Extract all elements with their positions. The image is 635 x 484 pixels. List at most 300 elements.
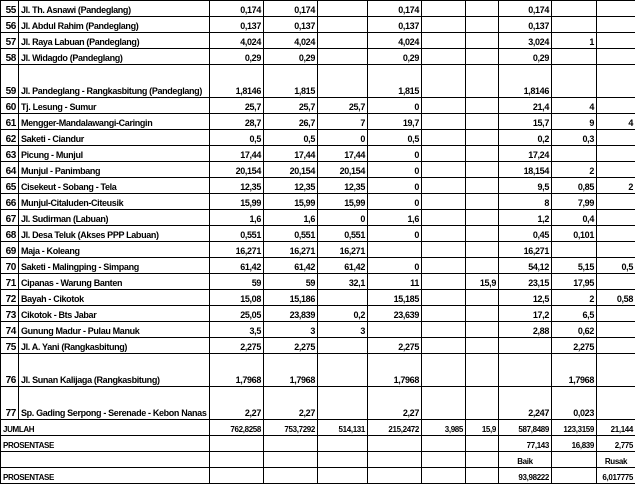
table-row (1, 274, 635, 290)
value-cell-c8: 0,023 (552, 387, 597, 420)
road-name: Jl. Abdul Rahim (Pandeglang) (19, 17, 210, 33)
value-cell-c5 (422, 322, 466, 338)
value-cell-c4: 0 (368, 162, 422, 178)
value-cell-c1: 25,05 (210, 306, 264, 322)
value-cell-c5 (422, 258, 466, 274)
table-row (1, 17, 635, 33)
value-cell-c6 (466, 33, 499, 49)
value-cell-c6 (466, 338, 499, 354)
road-name: Cisekeut - Sobang - Tela (19, 178, 210, 194)
value-cell-c9 (597, 387, 635, 420)
value-cell-c3: 7 (318, 114, 368, 130)
value-cell-c1: 1,6 (210, 210, 264, 226)
value-cell-c1: 2,27 (210, 387, 264, 420)
value-cell-c4: 0 (368, 146, 422, 162)
row-number: 62 (1, 130, 19, 146)
value-cell-c3 (318, 1, 368, 17)
value-cell-c7: 15,7 (499, 114, 552, 130)
value-cell-c4: 15,185 (368, 290, 422, 306)
value-cell-c1: 0,551 (210, 226, 264, 242)
value-cell-c5 (422, 387, 466, 420)
value-cell-c5 (422, 130, 466, 146)
value-cell-c9 (597, 322, 635, 338)
value-cell-c6 (466, 354, 499, 387)
value-cell-c8: 17,95 (552, 274, 597, 290)
value-cell-c2: 12,35 (264, 178, 318, 194)
value-cell-c2: 61,42 (264, 258, 318, 274)
row-number: 61 (1, 114, 19, 130)
value-cell-c5 (422, 338, 466, 354)
value-cell-c4 (368, 322, 422, 338)
value-cell-c5 (422, 242, 466, 258)
row-number: 74 (1, 322, 19, 338)
value-cell-c7: 18,154 (499, 162, 552, 178)
value-cell-c4: 19,7 (368, 114, 422, 130)
value-cell-c7: 0,174 (499, 1, 552, 17)
row-number: 64 (1, 162, 19, 178)
value-cell-c2: 0,5 (264, 130, 318, 146)
table-row (1, 290, 635, 306)
road-name: Jl. A. Yani (Rangkasbitung) (19, 338, 210, 354)
row-number: 71 (1, 274, 19, 290)
value-cell-c4: 11 (368, 274, 422, 290)
value-cell-c7: 0,2 (499, 130, 552, 146)
value-cell-c3: 0 (318, 210, 368, 226)
value-cell-c7: 12,5 (499, 290, 552, 306)
road-name: Munjul-Citaluden-Citeusik (19, 194, 210, 210)
value-cell-c9: 0,5 (597, 258, 635, 274)
value-cell-c5 (422, 194, 466, 210)
value-cell-c7: 0,137 (499, 17, 552, 33)
value-cell-c8 (552, 1, 597, 17)
kondisi-baik: Baik (499, 452, 552, 468)
row-number: 63 (1, 146, 19, 162)
value-cell-c4: 0 (368, 178, 422, 194)
value-cell-c1: 2,275 (210, 338, 264, 354)
value-cell-c2: 26,7 (264, 114, 318, 130)
row-number: 70 (1, 258, 19, 274)
table-row (1, 65, 635, 98)
value-cell-c3 (318, 338, 368, 354)
kondisi-row (1, 452, 635, 468)
value-cell-c4: 0 (368, 98, 422, 114)
value-cell-c8: 0,85 (552, 178, 597, 194)
value-cell-c5 (422, 162, 466, 178)
table-summary (1, 420, 635, 484)
table-row (1, 338, 635, 354)
value-cell-c3: 61,42 (318, 258, 368, 274)
value-cell-c9 (597, 194, 635, 210)
value-cell-c1: 0,137 (210, 17, 264, 33)
value-cell-c6 (466, 65, 499, 98)
value-cell-c5 (422, 210, 466, 226)
jumlah-c7: 587,8489 (499, 420, 552, 436)
jumlah-c4: 215,2472 (368, 420, 422, 436)
value-cell-c9: 4 (597, 114, 635, 130)
value-cell-c3: 20,154 (318, 162, 368, 178)
value-cell-c5 (422, 354, 466, 387)
value-cell-c1: 17,44 (210, 146, 264, 162)
row-number: 68 (1, 226, 19, 242)
value-cell-c1: 0,174 (210, 1, 264, 17)
prosentase-label: PROSENTASE (1, 436, 210, 452)
value-cell-c9 (597, 1, 635, 17)
value-cell-c3: 3 (318, 322, 368, 338)
row-number: 59 (1, 65, 19, 98)
value-cell-c4: 2,27 (368, 387, 422, 420)
table-body (1, 1, 635, 420)
value-cell-c9 (597, 130, 635, 146)
value-cell-c6 (466, 194, 499, 210)
value-cell-c7: 8 (499, 194, 552, 210)
jumlah-c2: 753,7292 (264, 420, 318, 436)
value-cell-c2: 16,271 (264, 242, 318, 258)
value-cell-c2: 0,551 (264, 226, 318, 242)
value-cell-c8 (552, 146, 597, 162)
value-cell-c6 (466, 242, 499, 258)
value-cell-c3: 32,1 (318, 274, 368, 290)
road-name: Cikotok - Bts Jabar (19, 306, 210, 322)
value-cell-c1: 59 (210, 274, 264, 290)
value-cell-c2: 20,154 (264, 162, 318, 178)
value-cell-c3 (318, 65, 368, 98)
value-cell-c2: 59 (264, 274, 318, 290)
value-cell-c2: 0,137 (264, 17, 318, 33)
value-cell-c4: 0 (368, 226, 422, 242)
value-cell-c7: 54,12 (499, 258, 552, 274)
value-cell-c6 (466, 178, 499, 194)
value-cell-c6 (466, 130, 499, 146)
value-cell-c6: 15,9 (466, 274, 499, 290)
value-cell-c3 (318, 387, 368, 420)
row-number: 76 (1, 354, 19, 387)
value-cell-c7: 16,271 (499, 242, 552, 258)
value-cell-c2: 15,99 (264, 194, 318, 210)
value-cell-c6 (466, 258, 499, 274)
value-cell-c3: 17,44 (318, 146, 368, 162)
value-cell-c2: 1,7968 (264, 354, 318, 387)
value-cell-c7: 9,5 (499, 178, 552, 194)
value-cell-c5 (422, 274, 466, 290)
table-row (1, 98, 635, 114)
value-cell-c7: 17,2 (499, 306, 552, 322)
row-number: 58 (1, 49, 19, 65)
table-row (1, 210, 635, 226)
prosentase-c8: 16,839 (552, 436, 597, 452)
road-name: Bayah - Cikotok (19, 290, 210, 306)
value-cell-c6 (466, 17, 499, 33)
value-cell-c4: 0,137 (368, 17, 422, 33)
row-number: 72 (1, 290, 19, 306)
row-number: 67 (1, 210, 19, 226)
value-cell-c5 (422, 98, 466, 114)
value-cell-c3 (318, 33, 368, 49)
value-cell-c8: 1,7968 (552, 354, 597, 387)
value-cell-c8 (552, 17, 597, 33)
value-cell-c4: 1,815 (368, 65, 422, 98)
value-cell-c4: 23,639 (368, 306, 422, 322)
value-cell-c4: 0,174 (368, 1, 422, 17)
value-cell-c8: 9 (552, 114, 597, 130)
value-cell-c8: 2 (552, 162, 597, 178)
value-cell-c3: 0 (318, 130, 368, 146)
value-cell-c6 (466, 1, 499, 17)
prosentase-row (1, 436, 635, 452)
table-row (1, 306, 635, 322)
table-row (1, 146, 635, 162)
value-cell-c9: 0,58 (597, 290, 635, 306)
value-cell-c9 (597, 242, 635, 258)
value-cell-c6 (466, 114, 499, 130)
value-cell-c2: 3 (264, 322, 318, 338)
value-cell-c1: 1,8146 (210, 65, 264, 98)
value-cell-c2: 0,174 (264, 1, 318, 17)
value-cell-c9 (597, 65, 635, 98)
jumlah-c8: 123,3159 (552, 420, 597, 436)
value-cell-c7: 21,4 (499, 98, 552, 114)
value-cell-c5 (422, 306, 466, 322)
value-cell-c1: 1,7968 (210, 354, 264, 387)
value-cell-c2: 17,44 (264, 146, 318, 162)
value-cell-c3: 12,35 (318, 178, 368, 194)
value-cell-c5 (422, 226, 466, 242)
value-cell-c3 (318, 17, 368, 33)
value-cell-c7 (499, 338, 552, 354)
row-number: 60 (1, 98, 19, 114)
road-name: Sp. Gading Serpong - Serenade - Kebon Nanas (19, 387, 210, 420)
jumlah-c1: 762,8258 (210, 420, 264, 436)
value-cell-c6 (466, 226, 499, 242)
value-cell-c1: 0,29 (210, 49, 264, 65)
prosentase-kondisi-row (1, 468, 635, 484)
value-cell-c6 (466, 387, 499, 420)
value-cell-c9 (597, 226, 635, 242)
value-cell-c3: 15,99 (318, 194, 368, 210)
value-cell-c1: 3,5 (210, 322, 264, 338)
value-cell-c8: 0,4 (552, 210, 597, 226)
value-cell-c2: 23,839 (264, 306, 318, 322)
value-cell-c9 (597, 33, 635, 49)
row-number: 77 (1, 387, 19, 420)
value-cell-c5 (422, 65, 466, 98)
value-cell-c6 (466, 98, 499, 114)
value-cell-c1: 12,35 (210, 178, 264, 194)
value-cell-c3: 0,551 (318, 226, 368, 242)
value-cell-c2: 2,275 (264, 338, 318, 354)
value-cell-c7: 3,024 (499, 33, 552, 49)
row-number: 75 (1, 338, 19, 354)
value-cell-c5 (422, 114, 466, 130)
value-cell-c6 (466, 322, 499, 338)
value-cell-c1: 0,5 (210, 130, 264, 146)
value-cell-c9 (597, 17, 635, 33)
value-cell-c2: 1,6 (264, 210, 318, 226)
value-cell-c3: 0,2 (318, 306, 368, 322)
kondisi-rusak: Rusak (597, 452, 635, 468)
prosentase-kondisi-rusak: 6,017775 (597, 468, 635, 484)
value-cell-c3 (318, 49, 368, 65)
row-number: 66 (1, 194, 19, 210)
value-cell-c7 (499, 354, 552, 387)
jumlah-c3: 514,131 (318, 420, 368, 436)
value-cell-c4: 0,5 (368, 130, 422, 146)
value-cell-c2: 0,29 (264, 49, 318, 65)
row-number: 57 (1, 33, 19, 49)
value-cell-c5 (422, 33, 466, 49)
value-cell-c1: 4,024 (210, 33, 264, 49)
road-name: Jl. Desa Teluk (Akses PPP Labuan) (19, 226, 210, 242)
jumlah-c5: 3,985 (422, 420, 466, 436)
value-cell-c3 (318, 354, 368, 387)
road-name: Tj. Lesung - Sumur (19, 98, 210, 114)
value-cell-c8: 6,5 (552, 306, 597, 322)
value-cell-c8: 0,3 (552, 130, 597, 146)
value-cell-c6 (466, 306, 499, 322)
row-number: 73 (1, 306, 19, 322)
road-name: Jl. Pandeglang - Rangkasbitung (Pandeglang) (19, 65, 210, 98)
prosentase-kondisi-baik: 93,98222 (499, 468, 552, 484)
value-cell-c1: 28,7 (210, 114, 264, 130)
value-cell-c4: 1,7968 (368, 354, 422, 387)
value-cell-c8: 1 (552, 33, 597, 49)
value-cell-c7: 0,29 (499, 49, 552, 65)
value-cell-c8: 4 (552, 98, 597, 114)
value-cell-c1: 25,7 (210, 98, 264, 114)
table-row (1, 178, 635, 194)
road-name: Cipanas - Warung Banten (19, 274, 210, 290)
value-cell-c9 (597, 210, 635, 226)
row-number: 65 (1, 178, 19, 194)
jumlah-label: JUMLAH (1, 420, 210, 436)
value-cell-c2: 25,7 (264, 98, 318, 114)
road-name: Maja - Koleang (19, 242, 210, 258)
value-cell-c6 (466, 162, 499, 178)
road-name: Saketi - Malingping - Simpang (19, 258, 210, 274)
table-row (1, 33, 635, 49)
value-cell-c6 (466, 290, 499, 306)
road-name: Saketi - Ciandur (19, 130, 210, 146)
value-cell-c1: 16,271 (210, 242, 264, 258)
value-cell-c8 (552, 65, 597, 98)
value-cell-c2: 1,815 (264, 65, 318, 98)
value-cell-c4 (368, 242, 422, 258)
table-row (1, 258, 635, 274)
table-row (1, 322, 635, 338)
jumlah-c6: 15,9 (466, 420, 499, 436)
road-name: Gunung Madur - Pulau Manuk (19, 322, 210, 338)
table-row (1, 194, 635, 210)
value-cell-c7: 0,45 (499, 226, 552, 242)
value-cell-c2: 4,024 (264, 33, 318, 49)
value-cell-c8: 5,15 (552, 258, 597, 274)
value-cell-c7: 2,247 (499, 387, 552, 420)
road-name: Mengger-Mandalawangi-Caringin (19, 114, 210, 130)
value-cell-c8: 0,62 (552, 322, 597, 338)
value-cell-c6 (466, 210, 499, 226)
value-cell-c8 (552, 242, 597, 258)
value-cell-c8: 0,101 (552, 226, 597, 242)
road-name: Jl. Widagdo (Pandeglang) (19, 49, 210, 65)
table-row (1, 354, 635, 387)
value-cell-c3: 16,271 (318, 242, 368, 258)
prosentase-c7: 77,143 (499, 436, 552, 452)
road-name: Jl. Sudirman (Labuan) (19, 210, 210, 226)
value-cell-c9 (597, 146, 635, 162)
value-cell-c5 (422, 290, 466, 306)
value-cell-c8: 7,99 (552, 194, 597, 210)
prosentase-kondisi-label: PROSENTASE (1, 468, 210, 484)
value-cell-c1: 15,08 (210, 290, 264, 306)
table-row (1, 130, 635, 146)
value-cell-c9 (597, 49, 635, 65)
row-number: 56 (1, 17, 19, 33)
value-cell-c7: 2,88 (499, 322, 552, 338)
value-cell-c8: 2 (552, 290, 597, 306)
table-row (1, 162, 635, 178)
value-cell-c7: 23,15 (499, 274, 552, 290)
value-cell-c9: 2 (597, 178, 635, 194)
value-cell-c5 (422, 146, 466, 162)
value-cell-c9 (597, 162, 635, 178)
value-cell-c1: 20,154 (210, 162, 264, 178)
value-cell-c2: 15,186 (264, 290, 318, 306)
table-row (1, 114, 635, 130)
table-row (1, 226, 635, 242)
value-cell-c4: 0 (368, 258, 422, 274)
jumlah-c9: 21,144 (597, 420, 635, 436)
table-row (1, 242, 635, 258)
value-cell-c7: 1,8146 (499, 65, 552, 98)
value-cell-c8 (552, 49, 597, 65)
value-cell-c3: 25,7 (318, 98, 368, 114)
table-row (1, 49, 635, 65)
road-name: Picung - Munjul (19, 146, 210, 162)
value-cell-c4: 4,024 (368, 33, 422, 49)
value-cell-c3 (318, 290, 368, 306)
value-cell-c9 (597, 338, 635, 354)
value-cell-c5 (422, 178, 466, 194)
value-cell-c2: 2,27 (264, 387, 318, 420)
value-cell-c7: 17,24 (499, 146, 552, 162)
value-cell-c8: 2,275 (552, 338, 597, 354)
road-name: Munjul - Panimbang (19, 162, 210, 178)
value-cell-c4: 1,6 (368, 210, 422, 226)
row-number: 55 (1, 1, 19, 17)
jumlah-row (1, 420, 635, 436)
road-name: Jl. Raya Labuan (Pandeglang) (19, 33, 210, 49)
value-cell-c1: 15,99 (210, 194, 264, 210)
table-row (1, 1, 635, 17)
value-cell-c7: 1,2 (499, 210, 552, 226)
value-cell-c9 (597, 98, 635, 114)
value-cell-c6 (466, 49, 499, 65)
value-cell-c6 (466, 146, 499, 162)
road-name: Jl. Th. Asnawi (Pandeglang) (19, 1, 210, 17)
row-number: 69 (1, 242, 19, 258)
value-cell-c4: 2,275 (368, 338, 422, 354)
value-cell-c9 (597, 274, 635, 290)
value-cell-c1: 61,42 (210, 258, 264, 274)
value-cell-c9 (597, 306, 635, 322)
value-cell-c5 (422, 17, 466, 33)
table-row (1, 387, 635, 420)
value-cell-c4: 0 (368, 194, 422, 210)
value-cell-c5 (422, 1, 466, 17)
prosentase-c9: 2,775 (597, 436, 635, 452)
value-cell-c4: 0,29 (368, 49, 422, 65)
road-name: Jl. Sunan Kalijaga (Rangkasbitung) (19, 354, 210, 387)
value-cell-c5 (422, 49, 466, 65)
